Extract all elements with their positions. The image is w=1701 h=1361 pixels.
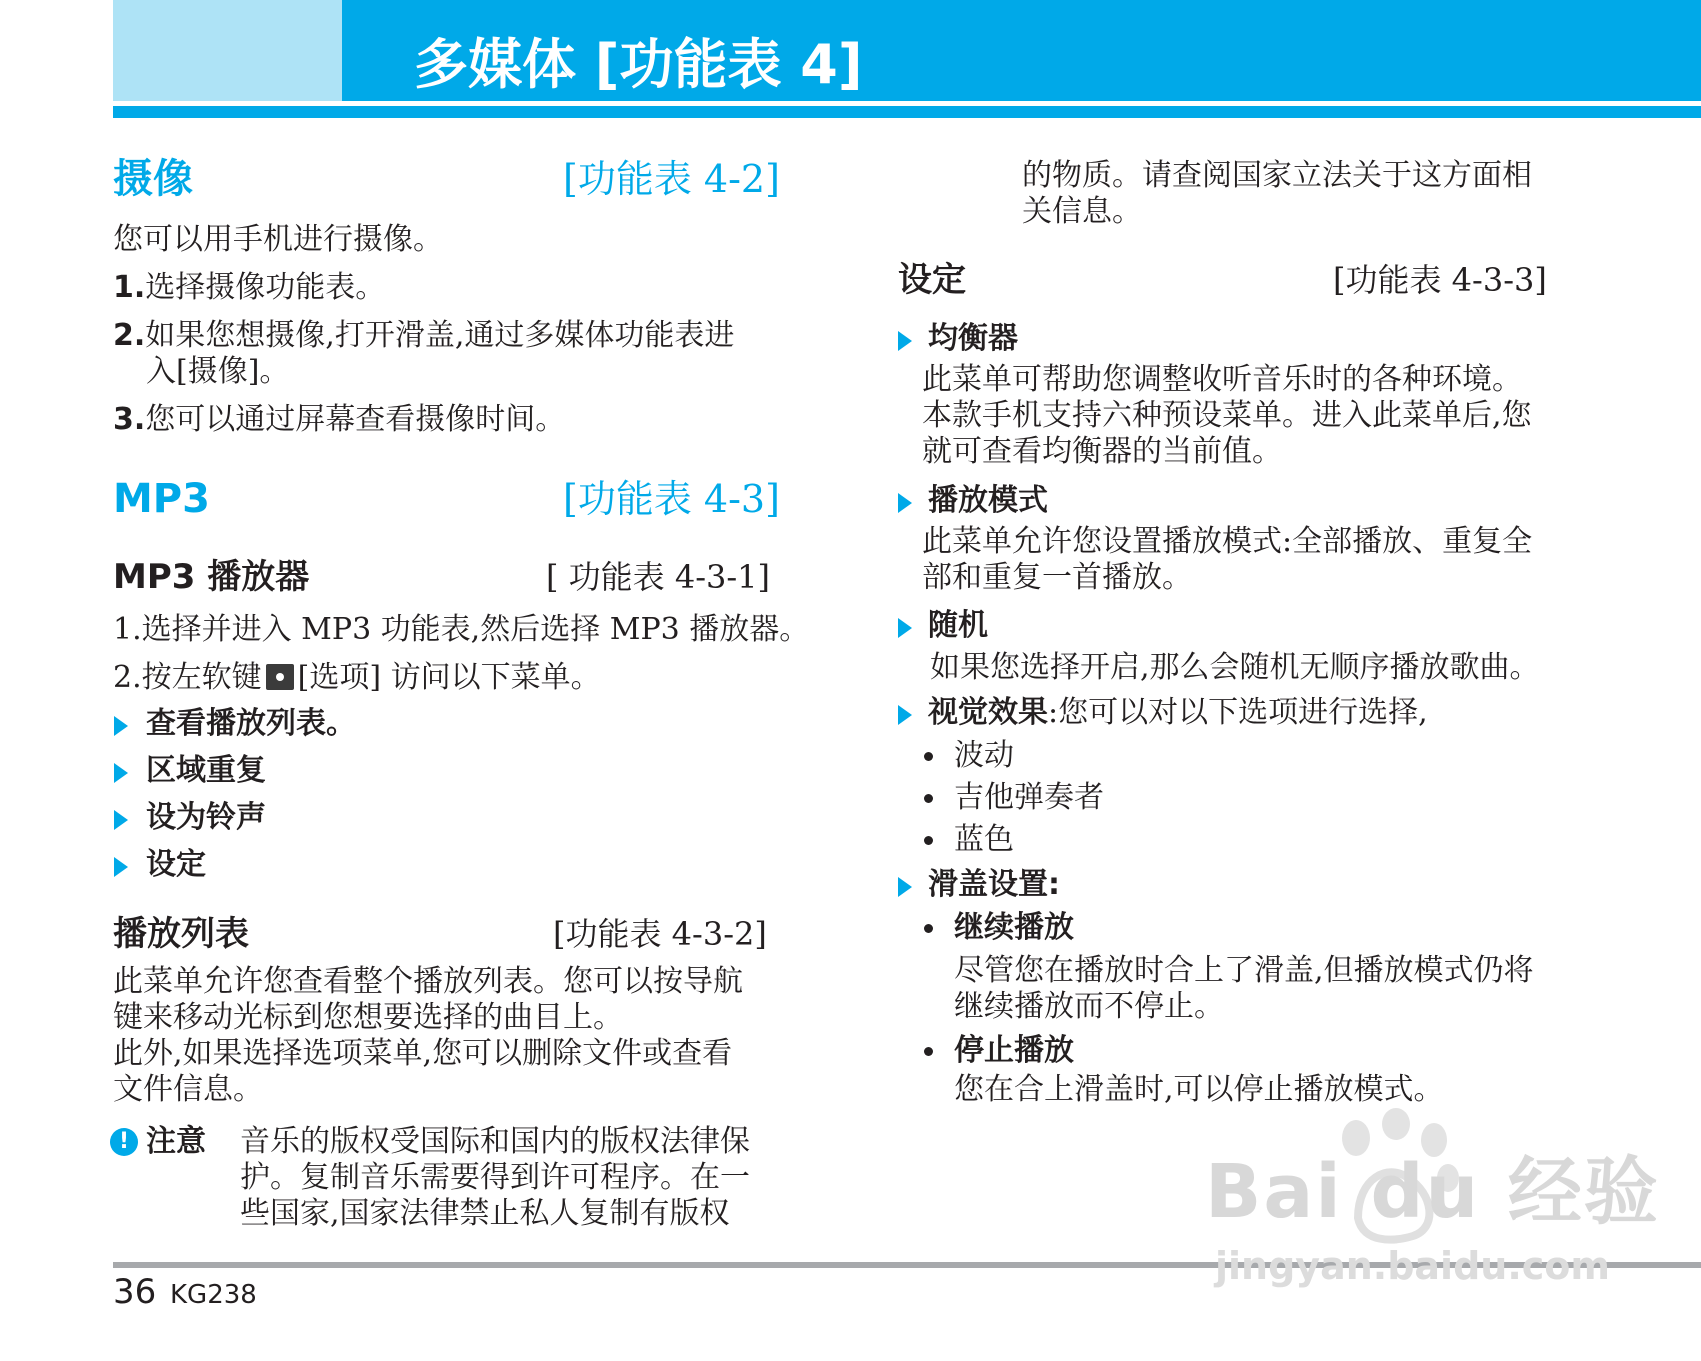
camera-step-2 xyxy=(113,318,734,354)
shuffle-text-line: 如果您选择开启,那么会随机无顺序播放歌曲。 xyxy=(930,650,1540,685)
subsection-ref-settings: [功能表 4-3-3] xyxy=(1333,261,1547,299)
note-continued-line: 关信息。 xyxy=(1022,194,1142,229)
subsection-title-mp3-player: MP3 播放器 xyxy=(113,557,310,597)
visual-option-guitarist: 吉他弹奏者 xyxy=(954,780,1104,815)
bullet-dot-icon xyxy=(924,752,933,761)
step-number: 1. xyxy=(113,270,146,305)
visual-effect-head: 视觉效果 xyxy=(928,695,1048,730)
settings-item-slide-setting: 滑盖设置: xyxy=(928,867,1060,902)
equalizer-text-line: 本款手机支持六种预设菜单。进入此菜单后,您 xyxy=(922,398,1532,433)
continue-text-line: 尽管您在播放时合上了滑盖,但播放模式仍将 xyxy=(954,953,1534,988)
step-number: 1. xyxy=(113,612,142,647)
bullet-dot-icon xyxy=(924,924,933,933)
bullet-dot-icon xyxy=(924,836,933,845)
watermark-logo: Bai du 经验 xyxy=(1205,1149,1660,1235)
header-light-band xyxy=(113,0,342,101)
equalizer-text-line: 就可查看均衡器的当前值。 xyxy=(922,434,1282,469)
section-ref-mp3: [功能表 4-3] xyxy=(563,477,780,521)
camera-intro: 您可以用手机进行摄像。 xyxy=(113,222,443,257)
watermark-url: jingyan.baidu.com xyxy=(1215,1244,1610,1288)
section-title-camera: 摄像 xyxy=(113,156,193,202)
mp3-option-settings: 设定 xyxy=(146,847,206,882)
bullet-triangle-icon xyxy=(114,857,128,877)
playlist-text-line: 文件信息。 xyxy=(113,1072,263,1107)
step-text-post: [选项] 访问以下菜单。 xyxy=(297,660,601,695)
subsection-title-playlist: 播放列表 xyxy=(113,914,249,954)
settings-item-equalizer: 均衡器 xyxy=(928,321,1018,356)
mp3-option-area-repeat: 区域重复 xyxy=(146,753,266,788)
section-ref-camera: [功能表 4-2] xyxy=(563,157,780,201)
bullet-triangle-icon xyxy=(114,716,128,736)
settings-item-play-mode: 播放模式 xyxy=(928,483,1048,518)
mp3-step-1 xyxy=(113,612,809,648)
bullet-triangle-icon xyxy=(114,763,128,783)
settings-item-shuffle: 随机 xyxy=(928,608,988,643)
bullet-triangle-icon xyxy=(898,705,912,725)
step-number: 3. xyxy=(113,402,146,437)
camera-step-3 xyxy=(113,402,565,438)
playlist-text-line: 此菜单允许您查看整个播放列表。您可以按导航 xyxy=(113,964,743,999)
step-text: 选择并进入 MP3 功能表,然后选择 MP3 播放器。 xyxy=(141,612,810,647)
bullet-triangle-icon xyxy=(114,810,128,830)
left-softkey-icon xyxy=(266,664,294,690)
visual-effect-tail: :您可以对以下选项进行选择, xyxy=(1048,695,1428,730)
play-mode-text-line: 此菜单允许您设置播放模式:全部播放、重复全 xyxy=(922,524,1533,559)
bullet-triangle-icon xyxy=(898,877,912,897)
step-number: 2. xyxy=(113,660,142,695)
camera-step-1 xyxy=(113,270,385,306)
note-continued-line: 的物质。请查阅国家立法关于这方面相 xyxy=(1022,158,1532,193)
subsection-ref-mp3-player: [ 功能表 4-3-1] xyxy=(546,558,771,596)
bullet-dot-icon xyxy=(924,794,933,803)
step-text-pre: 按左软键 xyxy=(141,660,262,695)
playlist-text-line: 此外,如果选择选项菜单,您可以删除文件或查看 xyxy=(113,1036,733,1071)
step-text-line-1: 如果您想摄像,打开滑盖,通过多媒体功能表进 xyxy=(145,318,735,353)
mp3-option-view-playlist: 查看播放列表。 xyxy=(146,706,356,741)
page-title: 多媒体 [功能表 4] xyxy=(414,33,863,96)
visual-option-wave: 波动 xyxy=(954,738,1014,773)
model-name: KG238 xyxy=(170,1280,257,1310)
bullet-dot-icon xyxy=(924,1047,933,1056)
note-text-line: 护。复制音乐需要得到许可程序。在一 xyxy=(240,1160,750,1195)
step-number: 2. xyxy=(113,318,146,353)
camera-step-2-line-2: 入[摄像]。 xyxy=(146,354,290,389)
bullet-triangle-icon xyxy=(898,331,912,351)
mp3-option-set-ringtone: 设为铃声 xyxy=(146,800,266,835)
page-number: 36 xyxy=(113,1272,157,1312)
note-text-line: 音乐的版权受国际和国内的版权法律保 xyxy=(240,1124,750,1159)
note-label: 注意 xyxy=(146,1124,206,1159)
subsection-title-settings: 设定 xyxy=(898,260,966,300)
slide-option-stop: 停止播放 xyxy=(954,1033,1074,1068)
slide-option-continue: 继续播放 xyxy=(954,910,1074,945)
equalizer-text-line: 此菜单可帮助您调整收听音乐时的各种环境。 xyxy=(922,362,1522,397)
bullet-triangle-icon xyxy=(898,618,912,638)
step-text: 您可以通过屏幕查看摄像时间。 xyxy=(145,402,566,437)
stop-text-line: 您在合上滑盖时,可以停止播放模式。 xyxy=(954,1072,1444,1107)
play-mode-text-line: 部和重复一首播放。 xyxy=(922,560,1192,595)
settings-item-visual-effect xyxy=(928,695,1428,731)
header-rule xyxy=(113,106,1701,118)
subsection-ref-playlist: [功能表 4-3-2] xyxy=(553,915,767,953)
step-text: 选择摄像功能表。 xyxy=(145,270,386,305)
playlist-text-line: 键来移动光标到您想要选择的曲目上。 xyxy=(113,1000,623,1035)
section-title-mp3: MP3 xyxy=(113,476,210,522)
bullet-triangle-icon xyxy=(898,493,912,513)
visual-option-blue: 蓝色 xyxy=(954,822,1014,857)
mp3-step-2 xyxy=(113,660,601,696)
note-text-line: 些国家,国家法律禁止私人复制有版权 xyxy=(240,1196,730,1231)
continue-text-line: 继续播放而不停止。 xyxy=(954,989,1224,1024)
exclamation-icon: ! xyxy=(110,1128,138,1156)
